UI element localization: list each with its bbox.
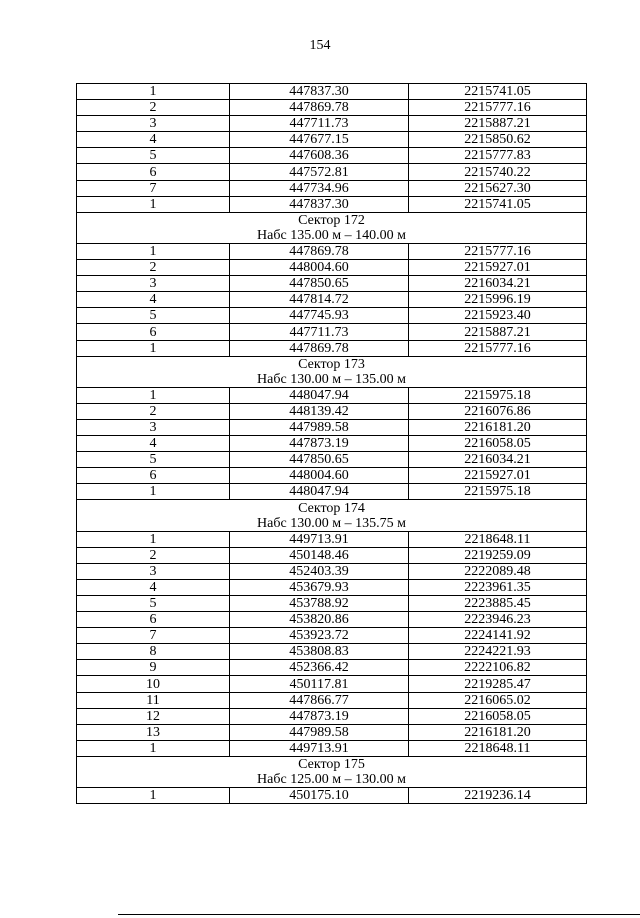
x-coordinate-cell: 447866.77 [230, 692, 409, 708]
x-coordinate-cell: 447869.78 [230, 100, 409, 116]
point-number-cell: 2 [77, 547, 230, 563]
point-number-cell: 4 [77, 579, 230, 595]
sector-height-range: Набс 130.00 м – 135.75 м [257, 515, 406, 531]
sector-header [77, 500, 587, 531]
x-coordinate-cell: 447814.72 [230, 292, 409, 308]
point-number-cell: 6 [77, 324, 230, 340]
point-number-cell: 10 [77, 676, 230, 692]
x-coordinate-cell: 447989.58 [230, 724, 409, 740]
table-row [77, 740, 587, 756]
x-coordinate-cell: 447850.65 [230, 452, 409, 468]
x-coordinate-cell: 449713.91 [230, 531, 409, 547]
y-coordinate-cell: 2215996.19 [409, 292, 587, 308]
point-number-cell: 4 [77, 436, 230, 452]
x-coordinate-cell: 453788.92 [230, 596, 409, 612]
table-row [77, 660, 587, 676]
table-row [77, 164, 587, 180]
y-coordinate-cell: 2215927.01 [409, 260, 587, 276]
x-coordinate-cell: 452366.42 [230, 660, 409, 676]
y-coordinate-cell: 2219285.47 [409, 676, 587, 692]
point-number-cell: 6 [77, 612, 230, 628]
x-coordinate-cell: 448047.94 [230, 484, 409, 500]
point-number-cell: 1 [77, 84, 230, 100]
table-row [77, 724, 587, 740]
sector-title: Сектор 175 [298, 757, 365, 773]
table-row [77, 579, 587, 595]
point-number-cell: 4 [77, 292, 230, 308]
x-coordinate-cell: 447873.19 [230, 708, 409, 724]
coordinates-table-body [77, 84, 587, 804]
table-row [77, 596, 587, 612]
y-coordinate-cell: 2215777.16 [409, 100, 587, 116]
x-coordinate-cell: 447869.78 [230, 243, 409, 259]
table-row [77, 196, 587, 212]
point-number-cell: 6 [77, 468, 230, 484]
table-row [77, 436, 587, 452]
point-number-cell: 4 [77, 132, 230, 148]
sector-header [77, 356, 587, 387]
y-coordinate-cell: 2218648.11 [409, 740, 587, 756]
y-coordinate-cell: 2222089.48 [409, 563, 587, 579]
table-row [77, 292, 587, 308]
table-row [77, 468, 587, 484]
table-row [77, 452, 587, 468]
table-row [77, 116, 587, 132]
table-row [77, 563, 587, 579]
table-row [77, 243, 587, 259]
y-coordinate-cell: 2215887.21 [409, 324, 587, 340]
y-coordinate-cell: 2216058.05 [409, 708, 587, 724]
point-number-cell: 5 [77, 452, 230, 468]
table-row [77, 387, 587, 403]
y-coordinate-cell: 2215777.83 [409, 148, 587, 164]
y-coordinate-cell: 2216181.20 [409, 419, 587, 435]
y-coordinate-cell: 2215777.16 [409, 243, 587, 259]
y-coordinate-cell: 2215850.62 [409, 132, 587, 148]
table-row [77, 612, 587, 628]
sector-header-row [77, 356, 587, 387]
sector-header-row [77, 500, 587, 531]
y-coordinate-cell: 2216181.20 [409, 724, 587, 740]
y-coordinate-cell: 2218648.11 [409, 531, 587, 547]
point-number-cell: 3 [77, 116, 230, 132]
point-number-cell: 1 [77, 340, 230, 356]
page-number: 154 [309, 38, 331, 53]
x-coordinate-cell: 453923.72 [230, 628, 409, 644]
point-number-cell: 13 [77, 724, 230, 740]
sector-title: Сектор 173 [298, 356, 365, 372]
sector-height-range: Набс 135.00 м – 140.00 м [257, 227, 406, 243]
x-coordinate-cell: 450117.81 [230, 676, 409, 692]
y-coordinate-cell: 2224141.92 [409, 628, 587, 644]
x-coordinate-cell: 453820.86 [230, 612, 409, 628]
point-number-cell: 9 [77, 660, 230, 676]
x-coordinate-cell: 448004.60 [230, 468, 409, 484]
table-row [77, 180, 587, 196]
point-number-cell: 7 [77, 628, 230, 644]
x-coordinate-cell: 447677.15 [230, 132, 409, 148]
y-coordinate-cell: 2216034.21 [409, 276, 587, 292]
x-coordinate-cell: 448047.94 [230, 387, 409, 403]
y-coordinate-cell: 2216058.05 [409, 436, 587, 452]
point-number-cell: 5 [77, 148, 230, 164]
x-coordinate-cell: 450175.10 [230, 788, 409, 804]
x-coordinate-cell: 447572.81 [230, 164, 409, 180]
table-row [77, 260, 587, 276]
x-coordinate-cell: 453808.83 [230, 644, 409, 660]
x-coordinate-cell: 450148.46 [230, 547, 409, 563]
y-coordinate-cell: 2219259.09 [409, 547, 587, 563]
point-number-cell: 5 [77, 308, 230, 324]
y-coordinate-cell: 2216065.02 [409, 692, 587, 708]
y-coordinate-cell: 2215741.05 [409, 84, 587, 100]
point-number-cell: 7 [77, 180, 230, 196]
point-number-cell: 3 [77, 563, 230, 579]
y-coordinate-cell: 2215627.30 [409, 180, 587, 196]
table-row [77, 276, 587, 292]
y-coordinate-cell: 2215975.18 [409, 387, 587, 403]
sector-header [77, 756, 587, 787]
table-row [77, 708, 587, 724]
x-coordinate-cell: 448004.60 [230, 260, 409, 276]
point-number-cell: 6 [77, 164, 230, 180]
table-row [77, 340, 587, 356]
table-row [77, 484, 587, 500]
point-number-cell: 1 [77, 196, 230, 212]
point-number-cell: 11 [77, 692, 230, 708]
sector-header [77, 212, 587, 243]
y-coordinate-cell: 2223961.35 [409, 579, 587, 595]
table-row [77, 547, 587, 563]
table-row [77, 676, 587, 692]
table-row [77, 324, 587, 340]
y-coordinate-cell: 2215740.22 [409, 164, 587, 180]
bottom-rule [118, 914, 640, 915]
x-coordinate-cell: 447711.73 [230, 324, 409, 340]
x-coordinate-cell: 447837.30 [230, 196, 409, 212]
y-coordinate-cell: 2215975.18 [409, 484, 587, 500]
point-number-cell: 2 [77, 403, 230, 419]
x-coordinate-cell: 453679.93 [230, 579, 409, 595]
table-row [77, 692, 587, 708]
table-row [77, 84, 587, 100]
x-coordinate-cell: 449713.91 [230, 740, 409, 756]
x-coordinate-cell: 447711.73 [230, 116, 409, 132]
y-coordinate-cell: 2215741.05 [409, 196, 587, 212]
point-number-cell: 1 [77, 387, 230, 403]
x-coordinate-cell: 447608.36 [230, 148, 409, 164]
x-coordinate-cell: 447989.58 [230, 419, 409, 435]
table-row [77, 132, 587, 148]
y-coordinate-cell: 2223946.23 [409, 612, 587, 628]
sector-height-range: Набс 125.00 м – 130.00 м [257, 772, 406, 788]
point-number-cell: 2 [77, 100, 230, 116]
y-coordinate-cell: 2216034.21 [409, 452, 587, 468]
point-number-cell: 3 [77, 276, 230, 292]
point-number-cell: 8 [77, 644, 230, 660]
y-coordinate-cell: 2224221.93 [409, 644, 587, 660]
point-number-cell: 2 [77, 260, 230, 276]
point-number-cell: 1 [77, 484, 230, 500]
x-coordinate-cell: 447837.30 [230, 84, 409, 100]
point-number-cell: 1 [77, 243, 230, 259]
y-coordinate-cell: 2223885.45 [409, 596, 587, 612]
sector-title: Сектор 172 [298, 212, 365, 228]
point-number-cell: 1 [77, 788, 230, 804]
y-coordinate-cell: 2215923.40 [409, 308, 587, 324]
table-row [77, 628, 587, 644]
point-number-cell: 3 [77, 419, 230, 435]
x-coordinate-cell: 447850.65 [230, 276, 409, 292]
point-number-cell: 12 [77, 708, 230, 724]
x-coordinate-cell: 448139.42 [230, 403, 409, 419]
table-row [77, 788, 587, 804]
table-row [77, 148, 587, 164]
sector-header-row [77, 756, 587, 787]
sector-title: Сектор 174 [298, 500, 365, 516]
table-row [77, 644, 587, 660]
x-coordinate-cell: 452403.39 [230, 563, 409, 579]
point-number-cell: 1 [77, 740, 230, 756]
x-coordinate-cell: 447869.78 [230, 340, 409, 356]
sector-height-range: Набс 130.00 м – 135.00 м [257, 371, 406, 387]
table-row [77, 419, 587, 435]
x-coordinate-cell: 447734.96 [230, 180, 409, 196]
table-row [77, 308, 587, 324]
y-coordinate-cell: 2222106.82 [409, 660, 587, 676]
table-row [77, 403, 587, 419]
y-coordinate-cell: 2219236.14 [409, 788, 587, 804]
point-number-cell: 5 [77, 596, 230, 612]
y-coordinate-cell: 2216076.86 [409, 403, 587, 419]
sector-header-row [77, 212, 587, 243]
y-coordinate-cell: 2215927.01 [409, 468, 587, 484]
table-row [77, 100, 587, 116]
y-coordinate-cell: 2215887.21 [409, 116, 587, 132]
point-number-cell: 1 [77, 531, 230, 547]
table-row [77, 531, 587, 547]
coordinates-table [76, 83, 587, 804]
x-coordinate-cell: 447745.93 [230, 308, 409, 324]
x-coordinate-cell: 447873.19 [230, 436, 409, 452]
y-coordinate-cell: 2215777.16 [409, 340, 587, 356]
